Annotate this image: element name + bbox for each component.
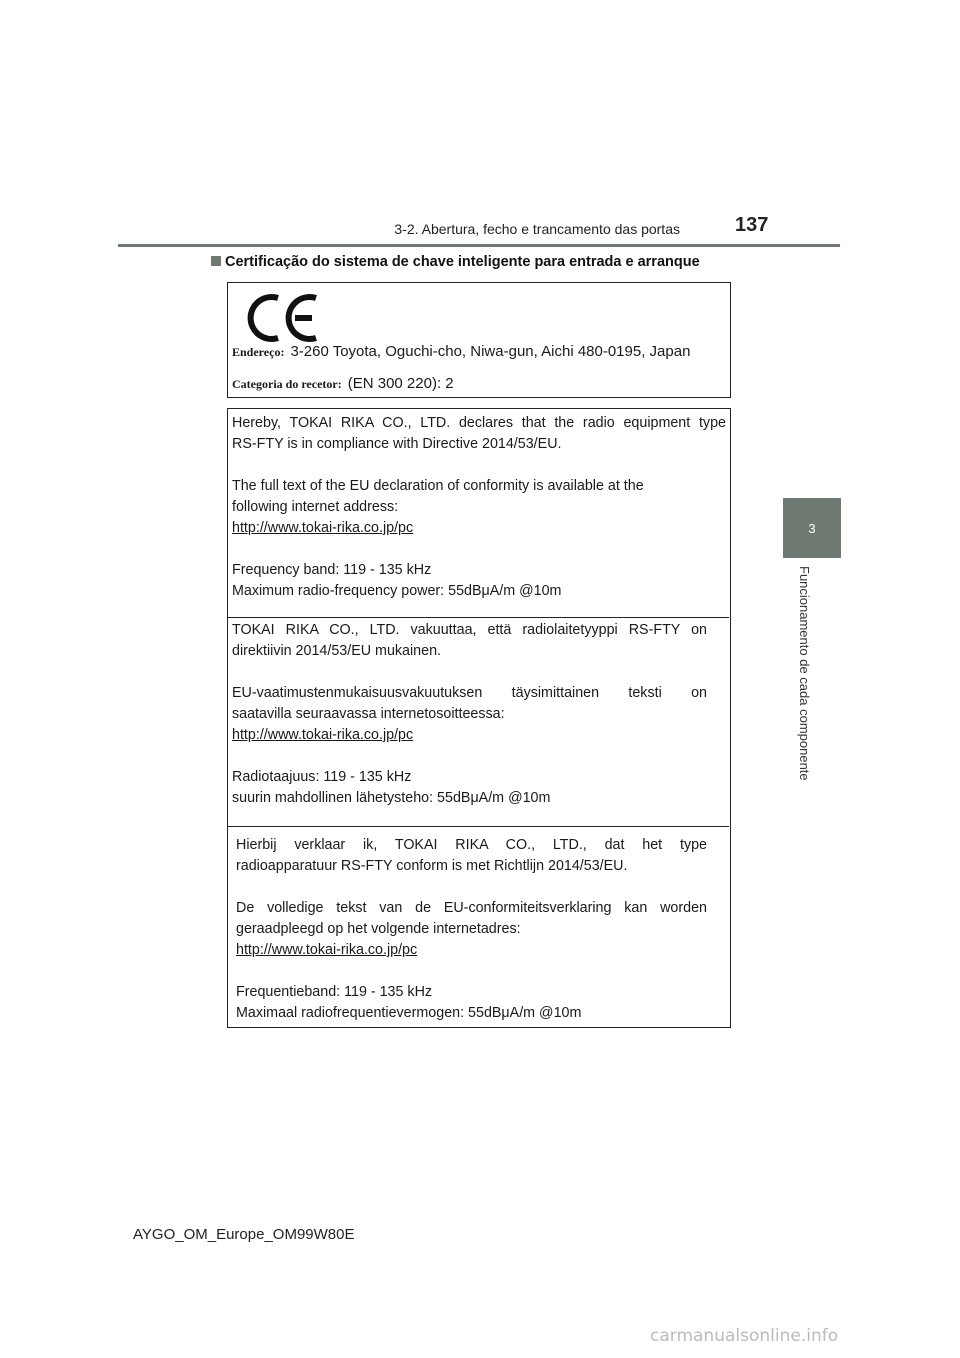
frequency-band: Frequency band: 119 - 135 kHz: [232, 562, 432, 578]
declaration-box: [227, 408, 731, 1028]
document-id: AYGO_OM_Europe_OM99W80E: [133, 1226, 355, 1243]
max-power: Maximaal radiofrequentievermogen: 55dBμA/m @10m: [236, 1005, 582, 1021]
chapter-number: 3: [808, 520, 816, 536]
text-line: saatavilla seuraavassa internetosoitteessa:: [232, 706, 505, 722]
section-title: [211, 254, 700, 270]
frequency-band: Radiotaajuus: 119 - 135 kHz: [232, 769, 412, 785]
text-line: The full text of the EU declaration of conformity is available at the: [232, 478, 644, 494]
watermark: carmanualsonline.info: [650, 1326, 839, 1346]
declaration-paragraph: [232, 767, 707, 809]
text-line: De volledige tekst van de EU-conformiteitsverklaring kan worden: [236, 900, 707, 916]
receiver-category-value: (EN 300 220): 2: [347, 375, 454, 392]
text-line: following internet address:: [232, 499, 399, 515]
max-power: Maximum radio-frequency power: 55dBμA/m @10m: [232, 583, 562, 599]
text-line: EU-vaatimustenmukaisuusvakuutuksen täysimittainen teksti on: [232, 685, 707, 701]
chapter-tab: [783, 498, 841, 558]
ce-label-box: [227, 282, 731, 398]
frequency-band: Frequentieband: 119 - 135 kHz: [236, 984, 433, 1000]
text-line: direktiivin 2014/53/EU mukainen.: [232, 643, 442, 659]
text-line: RS-FTY is in compliance with Directive 2014/53/EU.: [232, 436, 562, 452]
declaration-url-link[interactable]: http://www.tokai-rika.co.jp/pc: [232, 520, 414, 536]
declaration-paragraph: [232, 620, 707, 662]
declaration-dutch: [228, 827, 729, 1027]
declaration-url-link[interactable]: http://www.tokai-rika.co.jp/pc: [236, 942, 418, 958]
receiver-category-row: [232, 375, 454, 392]
declaration-paragraph: [236, 898, 707, 961]
header-divider: [118, 244, 840, 247]
address-label: Endereço:: [232, 345, 285, 359]
chapter-title-vertical: Funcionamento de cada componente: [797, 566, 812, 781]
text-line: TOKAI RIKA CO., LTD. vakuuttaa, että radiolaitetyyppi RS-FTY on: [232, 622, 707, 638]
page-number: 137: [735, 214, 769, 236]
text-line: Hereby, TOKAI RIKA CO., LTD. declares that the radio equipment type: [232, 415, 726, 431]
header-section-title: 3-2. Abertura, fecho e trancamento das portas: [394, 221, 680, 237]
declaration-finnish: [228, 618, 729, 827]
square-bullet-icon: [211, 256, 221, 266]
address-row: [232, 343, 690, 360]
receiver-category-label: Categoria do recetor:: [232, 377, 342, 391]
declaration-paragraph: [232, 476, 726, 539]
declaration-paragraph: [236, 982, 707, 1024]
text-line: radioapparatuur RS-FTY conform is met Richtlijn 2014/53/EU.: [236, 858, 628, 874]
max-power: suurin mahdollinen lähetysteho: 55dBμA/m @10m: [232, 790, 551, 806]
ce-mark-icon: [246, 291, 322, 345]
declaration-paragraph: [236, 835, 707, 877]
declaration-paragraph: [232, 413, 726, 455]
address-value: 3-260 Toyota, Oguchi-cho, Niwa-gun, Aichi 480-0195, Japan: [290, 343, 691, 360]
declaration-paragraph: [232, 683, 707, 746]
declaration-paragraph: [232, 560, 726, 602]
declaration-url-link[interactable]: http://www.tokai-rika.co.jp/pc: [232, 727, 414, 743]
text-line: Hierbij verklaar ik, TOKAI RIKA CO., LTD., dat het type: [236, 837, 707, 853]
section-title-text: Certificação do sistema de chave inteligente para entrada e arranque: [225, 254, 700, 270]
declaration-english: [228, 409, 729, 618]
text-line: geraadpleegd op het volgende internetadres:: [236, 921, 521, 937]
